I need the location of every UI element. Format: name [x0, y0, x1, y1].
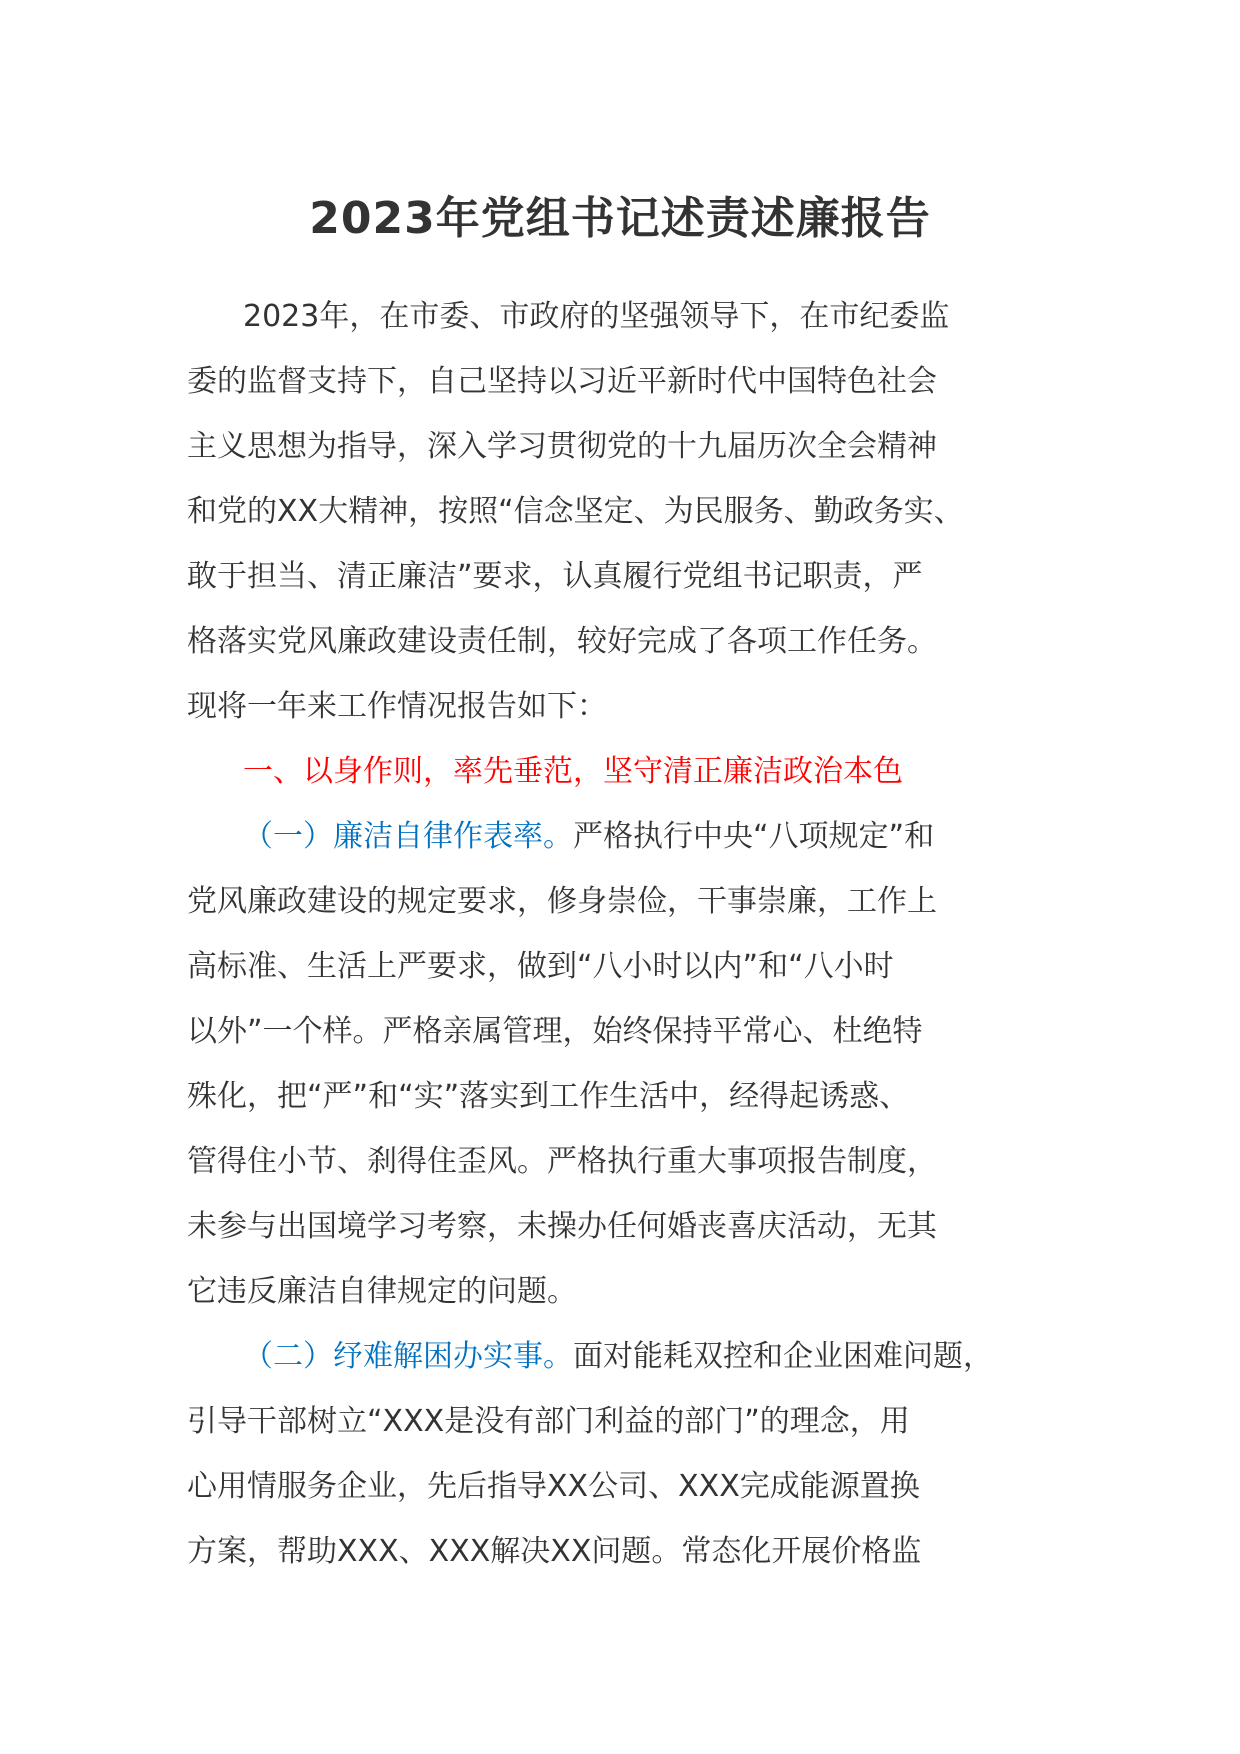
paragraph-line [187, 1519, 1067, 1584]
paragraph-text: 高标准、生活上严要求，做到“八小时以内”和“八小时 [187, 949, 894, 984]
paragraph-text: 严格执行中央“八项规定”和 [573, 819, 935, 854]
paragraph-text: 管得住小节、刹得住歪风。严格执行重大事项报告制度， [187, 1144, 937, 1179]
paragraph-line [187, 869, 1067, 934]
paragraph-text: 未参与出国境学习考察，未操办任何婚丧喜庆活动，无其 [187, 1209, 937, 1244]
paragraph-line [187, 1454, 1067, 1519]
paragraph-text: 殊化，把“严”和“实”落实到工作生活中，经得起诱惑、 [187, 1079, 910, 1114]
paragraph-line [187, 1324, 1067, 1389]
paragraph-text: 和党的XX大精神，按照“信念坚定、为民服务、勤政务实、 [187, 494, 964, 529]
sub-heading: （一）廉洁自律作表率。 [243, 819, 573, 854]
paragraph-line [187, 479, 1067, 544]
paragraph-text: 敢于担当、清正廉洁”要求，认真履行党组书记职责，严 [187, 559, 923, 594]
document-title: 2023年党组书记述责述廉报告 [309, 193, 931, 244]
section-heading-text: 一、以身作则，率先垂范，坚守清正廉洁政治本色 [243, 754, 903, 789]
paragraph-text: 主义思想为指导，深入学习贯彻党的十九届历次全会精神 [187, 429, 937, 464]
paragraph-text: 方案，帮助XXX、XXX解决XX问题。常态化开展价格监 [187, 1534, 922, 1569]
paragraph-line [187, 934, 1067, 999]
paragraph-text: 格落实党风廉政建设责任制，较好完成了各项工作任务。 [187, 624, 937, 659]
paragraph-line [187, 1194, 1067, 1259]
paragraph-text: 委的监督支持下，自己坚持以习近平新时代中国特色社会 [187, 364, 937, 399]
paragraph-line [187, 609, 1067, 674]
paragraph-line [187, 1064, 1067, 1129]
document-body [187, 284, 1067, 1584]
paragraph-line [187, 1389, 1067, 1454]
paragraph-text: 现将一年来工作情况报告如下： [187, 689, 607, 724]
paragraph-text: 它违反廉洁自律规定的问题。 [187, 1274, 577, 1309]
paragraph-line [187, 674, 1067, 739]
paragraph-line [187, 999, 1067, 1064]
paragraph-line [187, 1129, 1067, 1194]
paragraph-line [187, 284, 1067, 349]
paragraph-text: 面对能耗双控和企业困难问题， [573, 1339, 993, 1374]
paragraph-line [187, 414, 1067, 479]
section-heading [187, 739, 1067, 804]
paragraph-text: 党风廉政建设的规定要求，修身崇俭，干事崇廉，工作上 [187, 884, 937, 919]
paragraph-line [187, 1259, 1067, 1324]
paragraph-line [187, 349, 1067, 414]
paragraph-text: 以外”一个样。严格亲属管理，始终保持平常心、杜绝特 [187, 1014, 923, 1049]
paragraph-text: 引导干部树立“XXX是没有部门利益的部门”的理念，用 [187, 1404, 910, 1439]
paragraph-text: 心用情服务企业，先后指导XX公司、XXX完成能源置换 [187, 1469, 920, 1504]
sub-heading: （二）纾难解困办实事。 [243, 1339, 573, 1374]
paragraph-line [187, 804, 1067, 869]
paragraph-text: 2023年，在市委、市政府的坚强领导下，在市纪委监 [243, 299, 950, 334]
paragraph-line [187, 544, 1067, 609]
